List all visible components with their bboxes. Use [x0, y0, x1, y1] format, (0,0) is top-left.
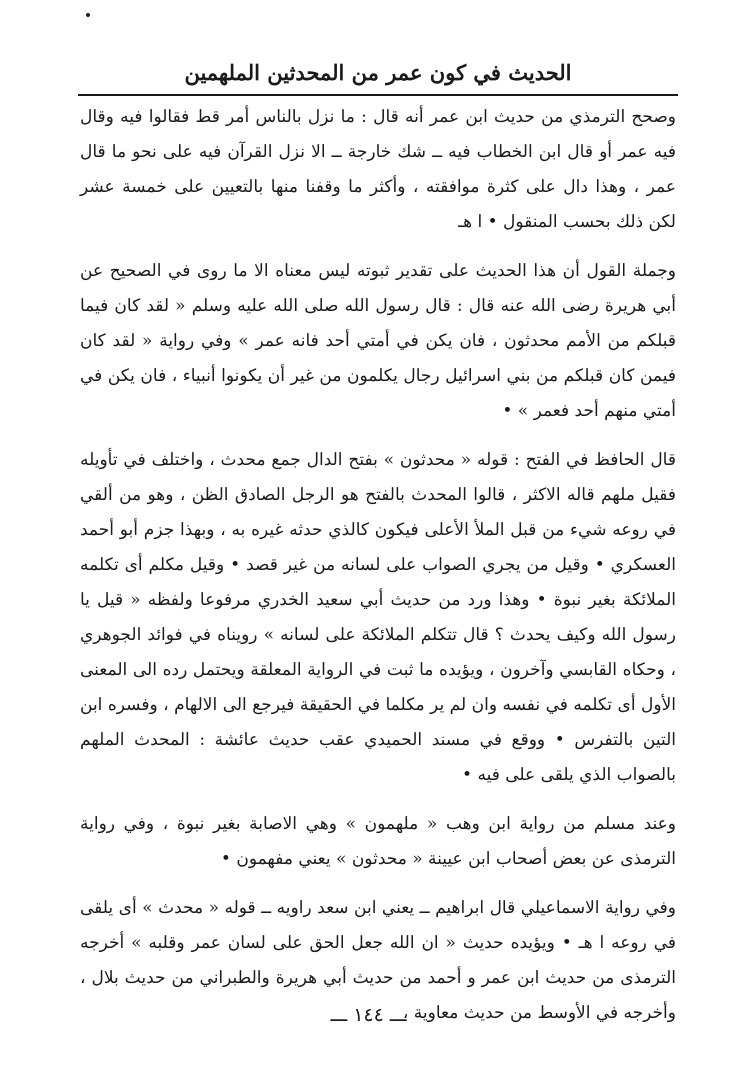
paragraph-summary-hadith: وجملة القول أن هذا الحديث على تقدير ثبوته ليس معناه الا ما روى في الصحيح عن أبي هريرة رضى الله عنه قال : قال رسول الله صلى الله عليه وسلم « لقد كان فيما قبلكم من الأمم محدثون ، فان يكن في أمتي أحد فانه عمر » وفي رواية « لقد كان فيمن كان قبلكم من بني اسرائيل رجال يكلمون من غير أن يكونوا أنبياء ، فان يكن في أمتي منهم أحد فعمر » •	[80, 261, 676, 421]
paragraph-tirmidhi-narration: وصحح الترمذي من حديث ابن عمر أنه قال : ما نزل بالناس أمر قط فقالوا فيه وقال فيه عمر أو قال ابن الخطاب فيه ــ شك خارجة ــ الا نزل القرآن فيه على نحو ما قال عمر ، وهذا دال على كثرة موافقته ، وأكثر ما وقفنا منها بالتعيين على خمسة عشر لكن ذلك بحسب المنقول • ا هـ	[80, 107, 676, 232]
header-rule	[78, 94, 678, 96]
page-number: ـــ ١٤٤ ـــ	[330, 1004, 407, 1026]
paragraph-ismaili-narration: وفي رواية الاسماعيلي قال ابراهيم ــ يعني ابن سعد راويه ــ قوله « محدث » أى يلقى في روعه ا هـ • ويؤيده حديث « ان الله جعل الحق على لسان عمر وقلبه » أخرجه الترمذى من حديث ابن عمر و أحمد من حديث أبي هريرة والطبراني من حديث بلال ، وأخرجه في الأوسط من حديث معاوية ،	[80, 898, 676, 1023]
paragraph-muslim-narration: وعند مسلم من رواية ابن وهب « ملهمون » وهي الاصابة بغير نبوة ، وفي رواية الترمذى عن بعض أصحاب ابن عيينة « محدثون » يعني مفهمون •	[80, 814, 676, 869]
body-text	[80, 100, 676, 1045]
page-dot-mark	[86, 13, 90, 17]
running-header: الحديث في كون عمر من المحدثين الملهمين	[184, 60, 572, 85]
paragraph-hafiz-commentary: قال الحافظ في الفتح : قوله « محدثون » بفتح الدال جمع محدث ، واختلف في تأويله فقيل ملهم قاله الاكثر ، قالوا المحدث بالفتح هو الرجل الصادق الظن ، وهو من ألقي في روعه شيء من قبل الملأ الأعلى فيكون كالذي حدثه غيره به ، وبهذا جزم أبو أحمد العسكري • وقيل من يجري الصواب على لسانه من غير قصد • وقيل مكلم أى تكلمه الملائكة بغير نبوة • وهذا ورد من حديث أبي سعيد الخدري مرفوعا ولفظه « قيل يا رسول الله وكيف يحدث ؟ قال تتكلم الملائكة على لسانه » رويناه في فوائد الجوهري ، وحكاه القابسي وآخرون ، ويؤيده ما ثبت في الرواية المعلقة ويحتمل رده الى المعنى الأول أى تكلمه في نفسه وان لم ير مكلما في الحقيقة فيرجع الى الالهام ، وفسره ابن التين بالتفرس • ووقع في مسند الحميدي عقب حديث عائشة : المحدث الملهم بالصواب الذي يلقى على فيه •	[80, 450, 676, 785]
